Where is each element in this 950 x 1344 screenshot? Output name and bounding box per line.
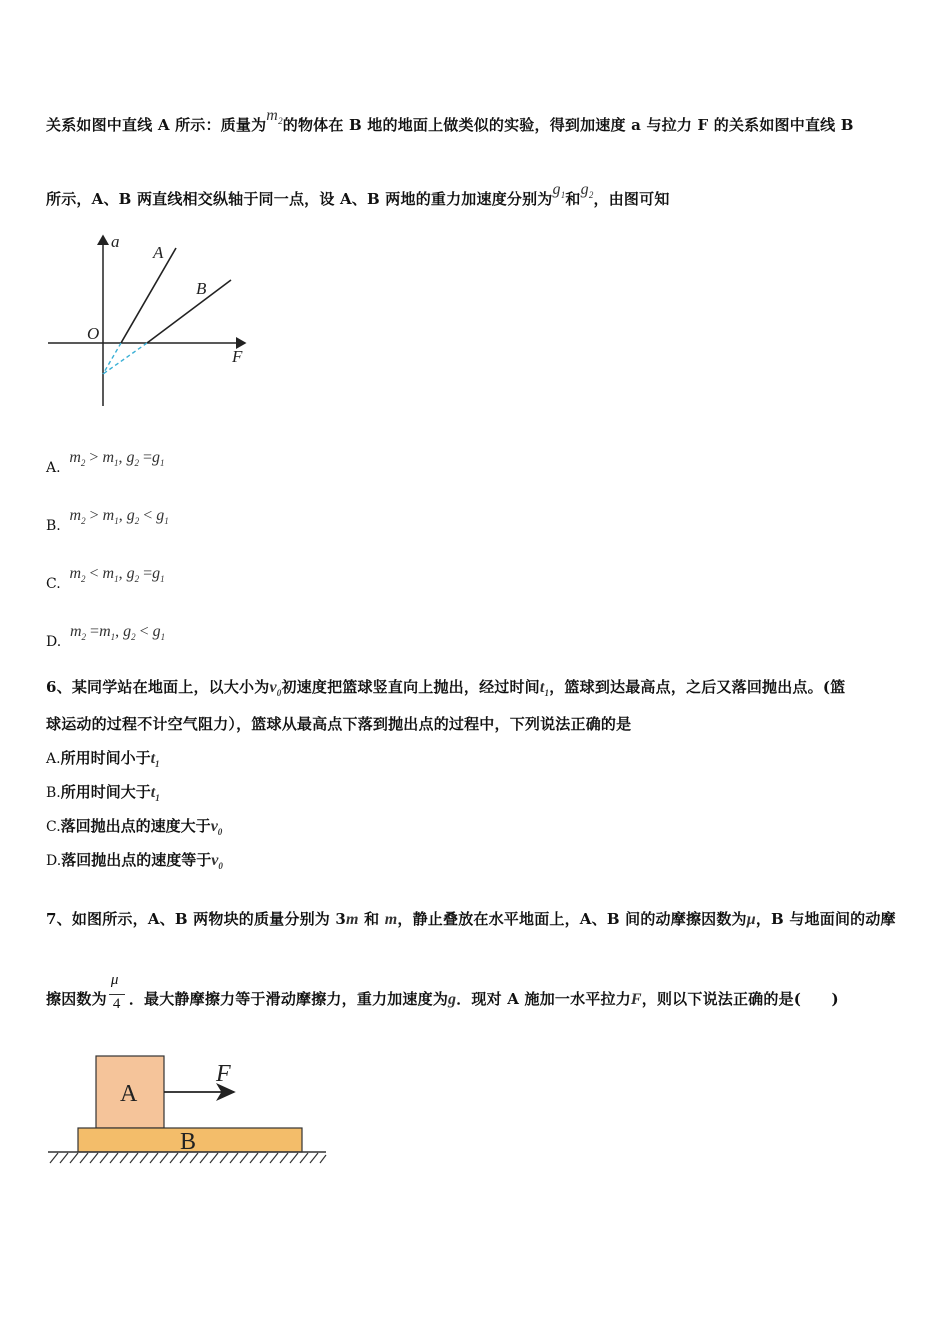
- v0-symbol: $v_0$: [211, 852, 223, 872]
- line-a: [121, 248, 176, 343]
- q6-option-a[interactable]: [46, 747, 160, 769]
- option-text: 落回抛出点的速度大于: [60, 817, 211, 835]
- x-axis-label: F: [232, 347, 243, 366]
- q5-line1-text-b: 的物体在 B 地的地面上做类似的实验，得到加速度 a 与拉力 F 的关系如图中直线 B: [282, 116, 854, 134]
- q7-line2-text-a: 擦因数为: [46, 990, 107, 1008]
- option-formula: $m_2 > m_1$, $g_2 < g_1$: [65, 507, 169, 527]
- q7-line1-text-c: ，静止叠放在水平地面上，A、B 间的动摩擦因数为: [397, 910, 747, 928]
- a-f-graph: [40, 228, 260, 413]
- g2-symbol: $g_2$: [580, 181, 594, 201]
- q7-line-1: [46, 908, 896, 929]
- option-formula: $m_2 < m_1$, $g_2 =g_1$: [65, 565, 165, 585]
- q5-line2-text-a: 所示，A、B 两直线相交纵轴于同一点，设 A、B 两地的重力加速度分别为: [46, 190, 553, 208]
- option-label: A.: [46, 751, 61, 767]
- q5-line1-text-a: 关系如图中直线 A 所示：质量为: [46, 116, 267, 134]
- y-axis-label: a: [111, 232, 120, 251]
- g1-symbol: $g_1$: [552, 181, 566, 201]
- mu-symbol: μ: [746, 911, 756, 928]
- q7-line1-text-d: ，B 与地面间的动摩: [755, 910, 896, 928]
- q7-line2-text-c: ．现对 A 施加一水平拉力: [456, 990, 631, 1008]
- line-a-extension: [103, 343, 121, 374]
- option-formula: $m_2 > m_1$, $g_2 =g_1$: [65, 449, 165, 469]
- v0-symbol: $v_0$: [269, 679, 282, 699]
- q7-line2-text-b: ．最大静摩擦力等于滑动摩擦力，重力加速度为: [128, 990, 449, 1008]
- q5-option-a[interactable]: [46, 448, 165, 476]
- q5-line2-text-b: ，由图可知: [593, 190, 670, 208]
- blocks-figure: [44, 1050, 334, 1170]
- q6-option-b[interactable]: [46, 781, 160, 803]
- block-a-label: A: [120, 1081, 138, 1107]
- q5-line-2: [46, 181, 670, 210]
- force-label: F: [216, 1061, 231, 1087]
- q6-option-c[interactable]: [46, 815, 222, 837]
- q6-line-1: [46, 676, 845, 698]
- option-formula: $m_2 =m_1$, $g_2 < g_1$: [65, 623, 166, 643]
- option-text: 所用时间大于: [60, 783, 151, 801]
- f-symbol: F: [630, 991, 642, 1008]
- m-symbol: m: [346, 911, 359, 928]
- option-label: C.: [46, 819, 61, 835]
- option-label: A.: [46, 460, 61, 476]
- m-symbol: m: [384, 911, 398, 928]
- option-label: D.: [46, 634, 62, 650]
- option-text: 落回抛出点的速度等于: [61, 851, 212, 869]
- option-text: 所用时间小于: [60, 749, 151, 767]
- t1-symbol: $t_1$: [150, 750, 160, 770]
- mu-over-4-fraction: $\frac{\mu}{4}$: [107, 972, 129, 1012]
- q6-line1-text-c: ，篮球到达最高点，之后又落回抛出点。(篮: [549, 678, 846, 696]
- line-a-label: A: [153, 243, 164, 262]
- v0-symbol: $v_0$: [210, 818, 223, 838]
- q6-line1-text-a: 6、某同学站在地面上，以大小为: [46, 678, 270, 696]
- origin-label: O: [87, 324, 100, 343]
- option-label: C.: [46, 576, 61, 592]
- q6-option-d[interactable]: [46, 849, 223, 871]
- q7-line2-text-d: ，则以下说法正确的是( ): [641, 990, 839, 1008]
- q6-line-2: [46, 713, 631, 734]
- line-b: [147, 280, 231, 343]
- q6-line1-text-b: 初速度把篮球竖直向上抛出，经过时间: [281, 678, 540, 696]
- t1-symbol: $t_1$: [539, 679, 550, 699]
- q7-line1-text-b: 和: [358, 910, 385, 928]
- block-b-label: B: [180, 1129, 197, 1155]
- q7-line-2: [46, 972, 839, 1012]
- line-b-extension: [103, 343, 147, 374]
- and-text: 和: [565, 190, 581, 208]
- option-label: B.: [46, 518, 61, 534]
- m2-symbol: $m_2$: [266, 107, 283, 127]
- option-label: D.: [46, 853, 62, 869]
- line-b-label: B: [196, 279, 207, 298]
- q5-line-1: [46, 107, 854, 136]
- t1-symbol: $t_1$: [150, 784, 160, 804]
- q5-option-b[interactable]: [46, 506, 169, 534]
- option-label: B.: [46, 785, 61, 801]
- q5-option-d[interactable]: [46, 622, 166, 650]
- q6-line2-text: 球运动的过程不计空气阻力），篮球从最高点下落到抛出点的过程中，下列说法正确的是: [46, 715, 632, 733]
- q7-line1-text-a: 7、如图所示，A、B 两物块的质量分别为 3: [46, 910, 347, 928]
- q5-option-c[interactable]: [46, 564, 165, 592]
- g-symbol: g: [448, 991, 457, 1008]
